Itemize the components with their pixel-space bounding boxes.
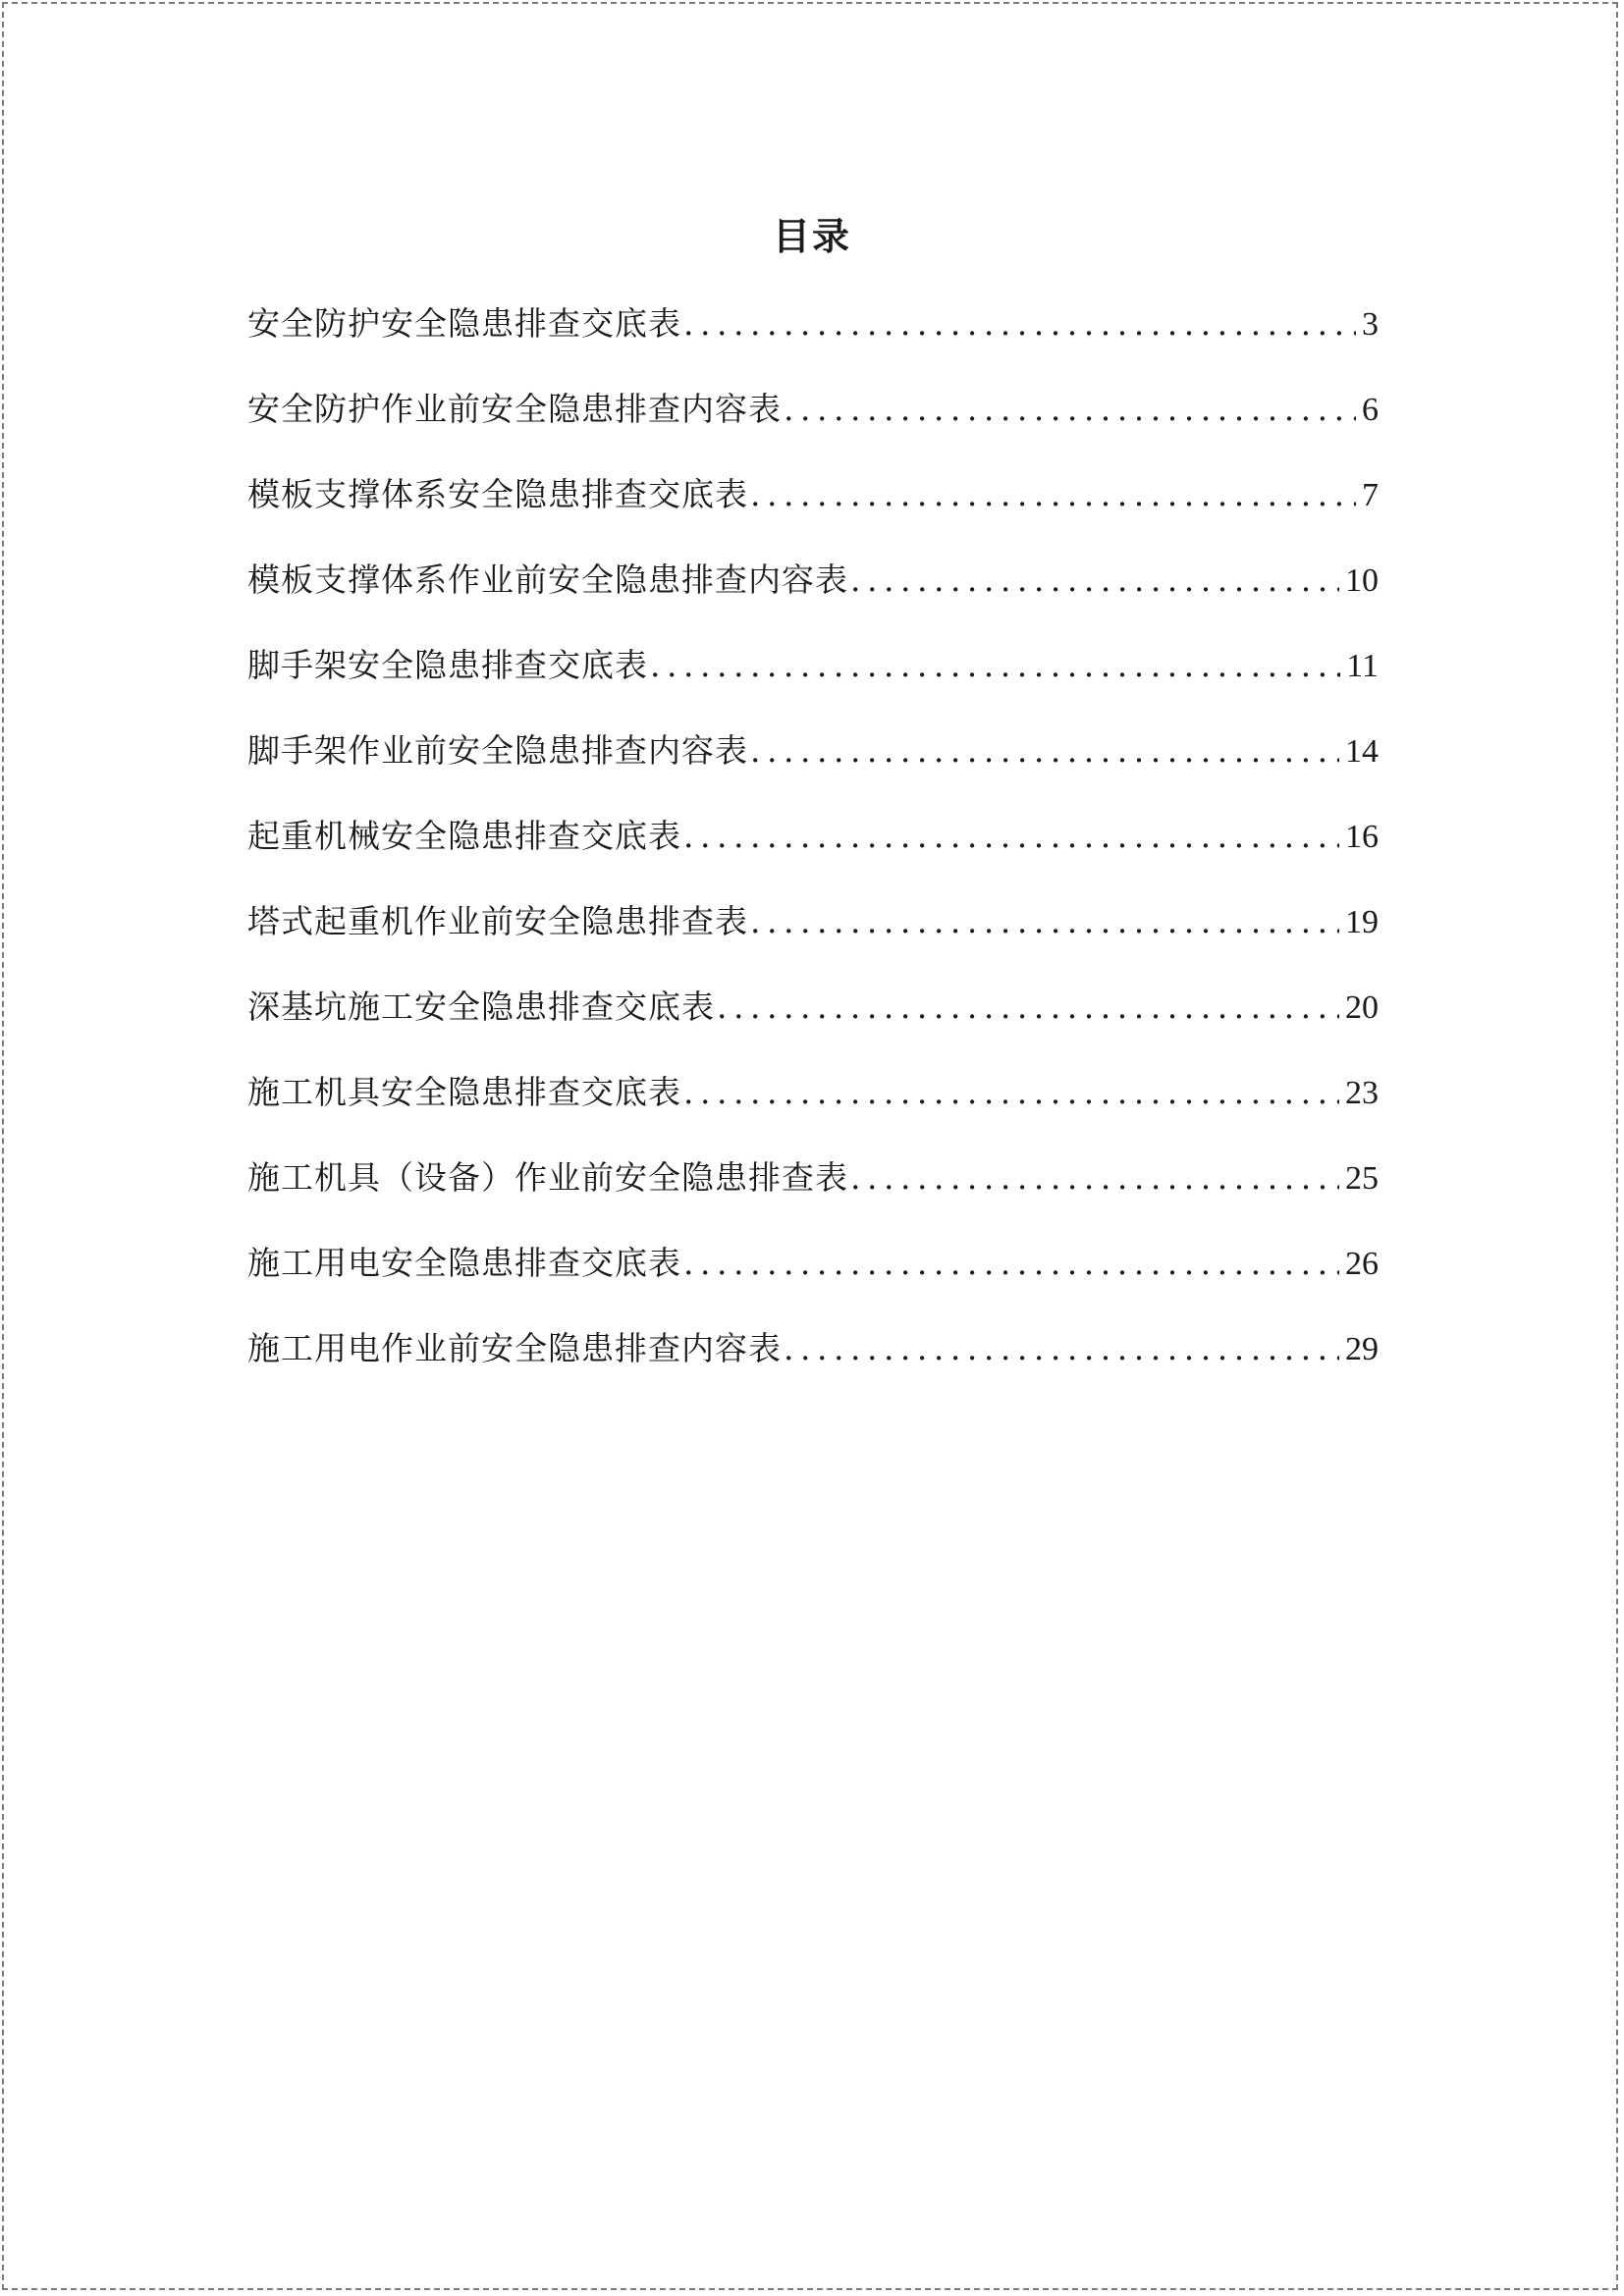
toc-dot-leader	[750, 471, 1356, 518]
toc-dot-leader	[683, 1069, 1339, 1116]
toc-entry-title: 安全防护安全隐患排查交底表	[247, 304, 681, 343]
page-title: 目录	[772, 214, 851, 258]
toc-page-number: 19	[1345, 904, 1379, 940]
toc-entry-title: 施工用电安全隐患排查交底表	[247, 1244, 681, 1282]
toc-page-number: 25	[1345, 1160, 1379, 1197]
toc-entry-title: 起重机械安全隐患排查交底表	[247, 817, 681, 855]
toc-dot-leader	[683, 300, 1356, 347]
toc-dot-leader	[683, 813, 1339, 860]
toc-dot-leader	[750, 898, 1339, 945]
toc-page-number: 3	[1362, 306, 1379, 343]
toc-entry[interactable]	[247, 1069, 1379, 1154]
toc-dot-leader	[850, 557, 1339, 604]
toc-entry[interactable]	[247, 898, 1379, 984]
toc-entry[interactable]	[247, 1325, 1379, 1411]
toc-entry-title: 模板支撑体系作业前安全隐患排查内容表	[247, 561, 848, 599]
toc-dot-leader	[784, 386, 1356, 433]
toc-entry[interactable]	[247, 1154, 1379, 1240]
toc-page-number: 10	[1345, 562, 1379, 599]
toc-entry[interactable]	[247, 813, 1379, 898]
toc-entry-title: 脚手架作业前安全隐患排查内容表	[247, 731, 748, 770]
toc-entry[interactable]	[247, 557, 1379, 642]
toc-entry[interactable]	[247, 642, 1379, 727]
toc-page-number: 16	[1345, 819, 1379, 855]
toc-dot-leader	[717, 984, 1339, 1031]
toc-entry-title: 安全防护作业前安全隐患排查内容表	[247, 390, 782, 428]
toc-entry-title: 模板支撑体系安全隐患排查交底表	[247, 475, 748, 513]
toc-entry-title: 施工机具（设备）作业前安全隐患排查表	[247, 1158, 848, 1197]
toc-page-number: 29	[1345, 1331, 1379, 1367]
toc-page-number: 7	[1362, 477, 1379, 513]
toc-entry-title: 施工用电作业前安全隐患排查内容表	[247, 1329, 782, 1367]
toc-entry-title: 施工机具安全隐患排查交底表	[247, 1073, 681, 1111]
toc-dot-leader	[650, 642, 1340, 689]
toc-entry[interactable]	[247, 471, 1379, 557]
toc-page-number: 23	[1345, 1075, 1379, 1111]
toc-entry[interactable]	[247, 386, 1379, 471]
toc-entry[interactable]	[247, 300, 1379, 386]
toc-page-number: 6	[1362, 392, 1379, 428]
toc-page-number: 26	[1345, 1246, 1379, 1282]
toc-entry-title: 塔式起重机作业前安全隐患排查表	[247, 902, 748, 940]
toc-entry[interactable]	[247, 1240, 1379, 1325]
toc-page-number: 11	[1346, 648, 1379, 684]
toc-entry-title: 脚手架安全隐患排查交底表	[247, 646, 648, 684]
toc-dot-leader	[784, 1325, 1339, 1372]
toc-entry[interactable]	[247, 727, 1379, 813]
toc-entry-title: 深基坑施工安全隐患排查交底表	[247, 988, 715, 1026]
toc-dot-leader	[850, 1154, 1339, 1201]
toc-dot-leader	[683, 1240, 1339, 1287]
toc-page-number: 20	[1345, 989, 1379, 1026]
table-of-contents	[247, 300, 1379, 1411]
toc-dot-leader	[750, 727, 1339, 774]
toc-entry[interactable]	[247, 984, 1379, 1069]
toc-page-number: 14	[1345, 733, 1379, 770]
